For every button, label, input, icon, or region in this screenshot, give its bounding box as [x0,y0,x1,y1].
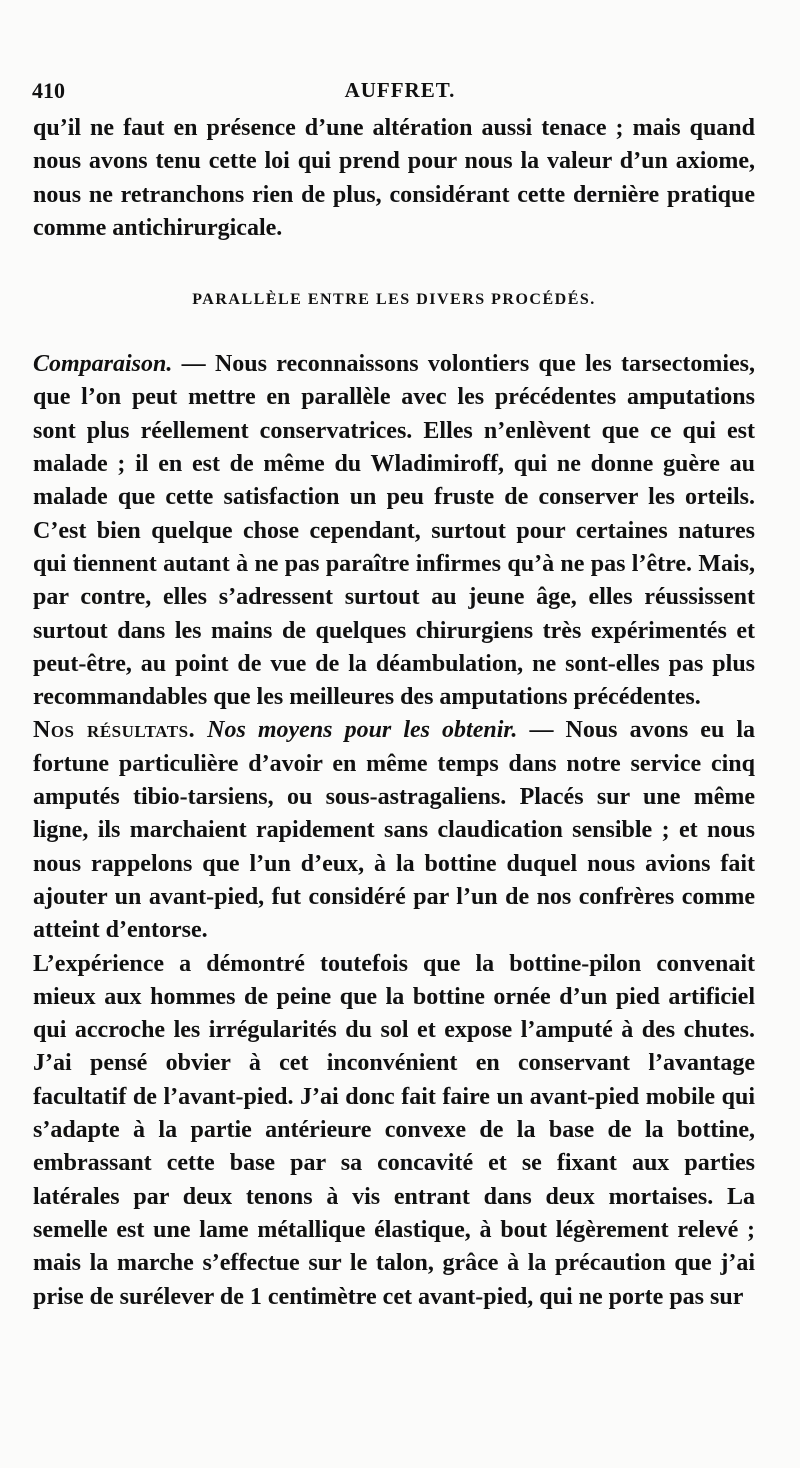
paragraph-experience: L’expérience a démontré toutefois que la bottine-pilon convenait mieux aux hommes de peine que la bottine ornée d’un pied artificiel qui accroche les irrégularités du sol et expose l’amputé à des chutes. J’ai pensé obvier à cet inconvénient en conservant l’avantage facultatif de l’avant-pied. J’ai donc fait faire un avant-pied mobile qui s’adapte à la partie antérieure convexe de la base de la bottine, embrassant cette base par sa concavité et se fixant aux parties latérales par deux tenons à vis entrant dans deux mortaises. La semelle est une lame métallique élastique, à bout légèrement relevé ; mais la marche s’effectue sur le talon, grâce à la précaution que j’ai prise de surélever de 1 centimètre cet avant-pied, qui ne porte pas sur [33,950,755,1310]
paragraph-comparaison [33,348,755,714]
paragraph-resultats [33,714,755,947]
paragraph-lead-smallcaps: Nos résultats. [33,717,196,744]
page-number: 410 [32,78,65,103]
page-body [33,112,755,1314]
paragraph-text: Nous avons eu la fortune particulière d’avoir en même temps dans notre service cinq amputés tibio-tarsiens, ou sous-astragaliens. Placés sur une même ligne, ils marchaient rapidement sans claudication sensible ; et nous nous rappelons que l’un d’eux, à la bottine duquel nous avions fait ajouter un avant-pied, fut considéré par l’un de nos confrères comme atteint d’entorse. [33,717,756,944]
paragraph-text: Nous reconnaissons volontiers que les tarsectomies, que l’on peut mettre en parallèle avec les précédentes amputations sont plus réellement conservatrices. Elles n’enlèvent que ce qui est malade ; il en est de même du Wladimiroff, qui ne donne guère au malade que cette satisfaction un peu fruste de conserver les orteils. C’est bien quelque chose cependant, surtout pour certaines natures qui tiennent autant à ne pas paraître infirmes qu’à ne pas l’être. Mais, par contre, elles s’adressent surtout au jeune âge, elles réussissent surtout dans les mains de quelques chirurgiens très expérimentés et peut-être, au point de vue de la déambulation, ne sont-elles pas plus recommandables que les meilleures des amputations précédentes. [33,351,755,711]
em-dash: — [517,717,566,744]
page-header [32,78,768,108]
section-heading: PARALLÈLE ENTRE LES DIVERS PROCÉDÉS. [192,291,596,309]
paragraph-continuation: qu’il ne faut en présence d’une altération aussi tenace ; mais quand nous avons tenu cette loi qui prend pour nous la valeur d’un axiome, nous ne retranchons rien de plus, considérant cette dernière pratique comme antichirurgicale. [33,115,755,241]
em-dash: — [172,351,215,378]
running-title: AUFFRET. [344,78,456,102]
paragraph-lead-italic: Nos moyens pour les obtenir. [207,717,518,744]
paragraph-lead-italic: Comparaison. [33,351,173,378]
